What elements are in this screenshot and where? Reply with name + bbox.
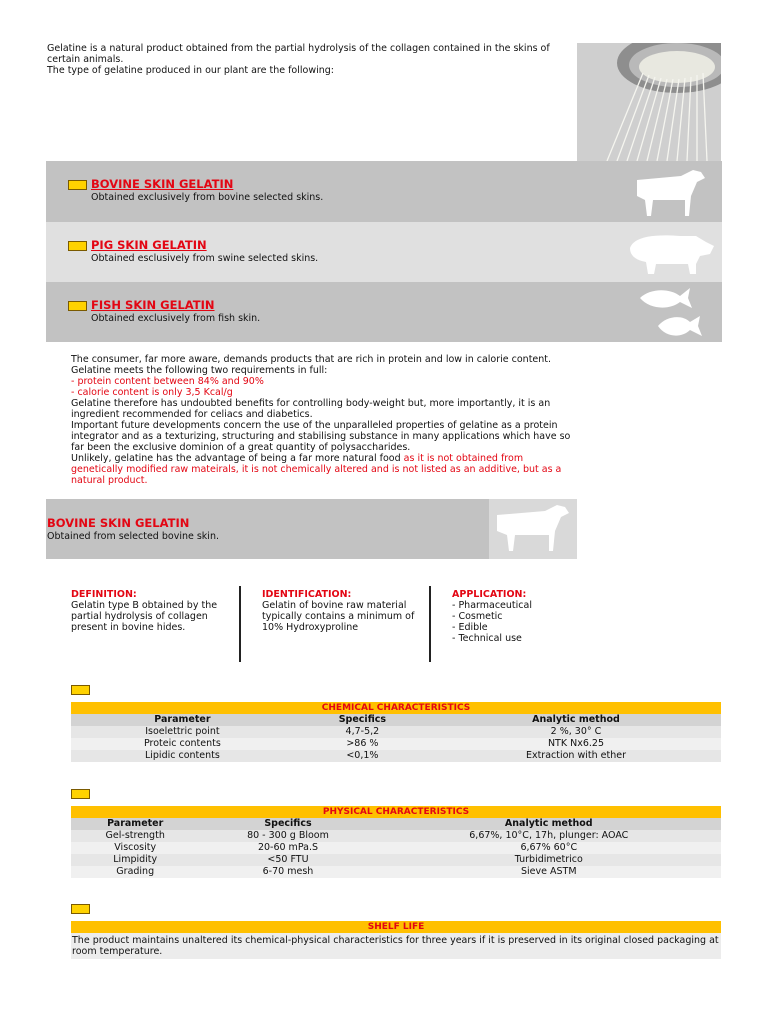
arrow-icon[interactable] <box>71 685 90 695</box>
table-row <box>71 750 721 762</box>
column-line: Gelatin type B obtained by the <box>71 600 218 611</box>
column-line: - Technical use <box>452 633 522 644</box>
table-cell: Proteic contents <box>71 738 294 750</box>
table-caption: CHEMICAL CHARACTERISTICS <box>71 702 721 714</box>
table-cell: NTK Nx6.25 <box>431 738 721 750</box>
bovine-banner <box>46 499 577 559</box>
column-line: typically contains a minimum of <box>262 611 415 622</box>
column-line: - Edible <box>452 622 488 633</box>
pig-icon <box>626 230 716 276</box>
column-line: 10% Hydroxyproline <box>262 622 359 633</box>
gelatine-extrusion-photo <box>577 43 721 161</box>
paragraph-highlight: as it is not obtained from genetically modified raw mateirals, it is not chemically altered and is not listed as an additive, but as a natural product. <box>71 453 562 486</box>
type-band-pig <box>46 222 722 282</box>
physical-table <box>71 806 721 878</box>
table-row <box>71 854 721 866</box>
column-label: DEFINITION: <box>71 589 137 600</box>
paragraph-text: Unlikely, gelatine has the advantage of being a far more natural food <box>71 453 404 464</box>
table-cell: Gel-strength <box>71 830 199 842</box>
intro-text <box>47 43 567 76</box>
paragraph: Important future developments concern the use of the unparalleled properties of gelatine as a protein integrator and as a texturizing, structuring and stabilising substance in many applications which have so far been the exclusive dominion of a great quantity of polysaccharides. <box>71 420 571 453</box>
paragraph: Gelatine meets the following two requirements in full: <box>71 365 328 376</box>
column-header: Parameter <box>71 714 294 726</box>
table-cell: <0,1% <box>294 750 431 762</box>
arrow-icon[interactable] <box>68 180 87 190</box>
arrow-icon[interactable] <box>71 904 90 914</box>
body-text <box>71 354 571 486</box>
column-header: Specifics <box>294 714 431 726</box>
column-label: IDENTIFICATION: <box>262 589 352 600</box>
column-header: Specifics <box>199 818 376 830</box>
table-cell: Isoelettric point <box>71 726 294 738</box>
intro-line-2: The type of gelatine produced in our plant are the following: <box>47 65 334 76</box>
column-line: partial hydrolysis of collagen <box>71 611 208 622</box>
paragraph: Gelatine therefore has undoubted benefits for controlling body-weight but, more importantly, it is an ingredient recommended for celiacs and diabetics. <box>71 398 551 420</box>
bovine-subtitle: Obtained from selected bovine skin. <box>47 531 219 542</box>
column-label: APPLICATION: <box>452 589 527 600</box>
divider <box>429 586 431 662</box>
table-cell: Extraction with ether <box>431 750 721 762</box>
divider <box>239 586 241 662</box>
table-cell: 20-60 mPa.S <box>199 842 376 854</box>
table-cell: Grading <box>71 866 199 878</box>
application-column <box>452 589 617 644</box>
type-title[interactable]: PIG SKIN GELATIN <box>91 238 207 252</box>
column-line: - Cosmetic <box>452 611 503 622</box>
requirement-item: - calorie content is only 3,5 Kcal/g <box>71 387 233 398</box>
table-cell: Turbidimetrico <box>377 854 721 866</box>
column-header: Analytic method <box>431 714 721 726</box>
column-header: Analytic method <box>377 818 721 830</box>
arrow-icon[interactable] <box>68 301 87 311</box>
cow-icon <box>631 166 709 220</box>
fish-icon <box>636 284 706 342</box>
arrow-icon[interactable] <box>68 241 87 251</box>
column-line: - Pharmaceutical <box>452 600 532 611</box>
paragraph <box>71 453 571 486</box>
table-cell: Limpidity <box>71 854 199 866</box>
shelf-life-caption-table <box>71 921 721 933</box>
type-desc: Obtained esclusively from swine selected skins. <box>91 253 319 264</box>
table-row <box>71 726 721 738</box>
table-cell: 6,67%, 10°C, 17h, plunger: AOAC <box>377 830 721 842</box>
table-cell: Viscosity <box>71 842 199 854</box>
type-title[interactable]: FISH SKIN GELATIN <box>91 298 215 312</box>
paragraph: The consumer, far more aware, demands products that are rich in protein and low in calorie content. <box>71 354 552 365</box>
type-band-fish <box>46 282 722 342</box>
type-band-bovine <box>46 161 722 222</box>
table-row <box>71 830 721 842</box>
table-cell: 2 %, 30° C <box>431 726 721 738</box>
table-cell: 6-70 mesh <box>199 866 376 878</box>
definition-column <box>71 589 236 633</box>
intro-line-1: Gelatine is a natural product obtained from the partial hydrolysis of the collagen contained in the skins of certain animals. <box>47 43 550 65</box>
identification-column <box>262 589 427 633</box>
table-cell: <50 FTU <box>199 854 376 866</box>
type-desc: Obtained exclusively from fish skin. <box>91 313 261 324</box>
table-cell: 4,7-5,2 <box>294 726 431 738</box>
table-caption: SHELF LIFE <box>71 921 721 933</box>
table-row <box>71 842 721 854</box>
table-cell: >86 % <box>294 738 431 750</box>
column-header: Parameter <box>71 818 199 830</box>
chemical-table <box>71 702 721 762</box>
cow-icon <box>489 499 577 559</box>
arrow-icon[interactable] <box>71 789 90 799</box>
table-cell: 6,67% 60°C <box>377 842 721 854</box>
type-title[interactable]: BOVINE SKIN GELATIN <box>91 177 234 191</box>
table-cell: 80 - 300 g Bloom <box>199 830 376 842</box>
table-row <box>71 738 721 750</box>
table-cell: Sieve ASTM <box>377 866 721 878</box>
column-line: Gelatin of bovine raw material <box>262 600 407 611</box>
table-row <box>71 866 721 878</box>
table-cell: Lipidic contents <box>71 750 294 762</box>
requirement-item: - protein content between 84% and 90% <box>71 376 264 387</box>
table-caption: PHYSICAL CHARACTERISTICS <box>71 806 721 818</box>
column-line: present in bovine hides. <box>71 622 186 633</box>
type-desc: Obtained exclusively from bovine selected skins. <box>91 192 324 203</box>
shelf-life-text: The product maintains unaltered its chemical-physical characteristics for three years if it is preserved in its original closed packaging at room temperature. <box>71 933 721 959</box>
bovine-title: BOVINE SKIN GELATIN <box>47 516 190 530</box>
